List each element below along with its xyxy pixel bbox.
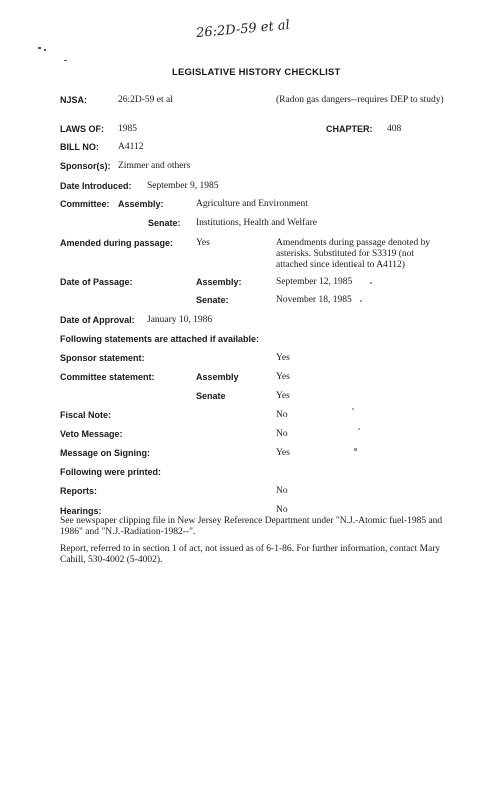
chapter-label: CHAPTER: bbox=[326, 124, 373, 134]
sponsor-statement-value: Yes bbox=[276, 353, 290, 363]
scan-speck bbox=[64, 60, 67, 61]
clipping-note: See newspaper clipping file in New Jersey Reference Department under "N.J.-Atomic fuel-1985 and 1986" and "N.J.-Radiation-1982--". bbox=[60, 516, 443, 537]
committee-label: Committee: bbox=[60, 199, 110, 209]
statements-attached-heading: Following statements are attached if available: bbox=[60, 334, 260, 344]
reports-label: Reports: bbox=[60, 486, 98, 496]
veto-message-label: Veto Message: bbox=[60, 429, 123, 439]
printed-heading: Following were printed: bbox=[60, 467, 161, 477]
bill-no-value: A4112 bbox=[118, 142, 144, 152]
hearings-value: No bbox=[276, 505, 288, 515]
date-of-approval-value: January 10, 1986 bbox=[147, 315, 213, 325]
sponsor-statement-label: Sponsor statement: bbox=[60, 353, 145, 363]
scan-speck bbox=[38, 47, 41, 49]
message-on-signing-value: Yes bbox=[276, 448, 290, 458]
committee-statement-assembly-value: Yes bbox=[276, 372, 290, 382]
veto-message-value: No bbox=[276, 429, 288, 439]
amended-value: Yes bbox=[196, 238, 210, 248]
scan-speck bbox=[358, 428, 360, 430]
page-title: LEGISLATIVE HISTORY CHECKLIST bbox=[172, 67, 341, 78]
committee-statement-assembly-label: Assembly bbox=[196, 372, 239, 382]
message-on-signing-label: Message on Signing: bbox=[60, 448, 151, 458]
committee-assembly-label: Assembly: bbox=[118, 199, 164, 209]
scan-speck bbox=[352, 408, 354, 410]
passage-assembly-value: September 12, 1985 bbox=[276, 277, 353, 287]
passage-senate-value: November 18, 1985 bbox=[276, 295, 352, 305]
passage-assembly-label: Assembly: bbox=[196, 277, 242, 287]
bill-no-label: BILL NO: bbox=[60, 142, 99, 152]
njsa-label: NJSA: bbox=[60, 95, 88, 105]
njsa-note: (Radon gas dangers--requires DEP to study) bbox=[276, 95, 444, 105]
committee-assembly-value: Agriculture and Environment bbox=[196, 199, 308, 209]
committee-statement-senate-label: Senate bbox=[196, 391, 226, 401]
date-of-passage-label: Date of Passage: bbox=[60, 277, 133, 287]
amended-note: Amendments during passage denoted by asterisks. Substituted for S3319 (not attached since identical to A4112) bbox=[276, 238, 431, 270]
hearings-label: Hearings: bbox=[60, 506, 102, 516]
date-introduced-value: September 9, 1985 bbox=[147, 181, 219, 191]
sponsor-value: Zimmer and others bbox=[118, 161, 191, 171]
committee-statement-senate-value: Yes bbox=[276, 391, 290, 401]
handwritten-citation: 26:2D-59 et al bbox=[195, 17, 291, 42]
chapter-value: 408 bbox=[387, 124, 402, 134]
report-note: Report, referred to in section 1 of act, not issued as of 6-1-86. For further information, contact Mary Cahill, 530-4002 (5-4002). bbox=[60, 544, 441, 565]
committee-senate-label: Senate: bbox=[148, 218, 181, 228]
committee-senate-value: Institutions, Health and Welfare bbox=[196, 218, 317, 228]
committee-statement-label: Committee statement: bbox=[60, 372, 155, 382]
amended-label: Amended during passage: bbox=[60, 238, 174, 248]
scan-speck bbox=[354, 448, 357, 451]
laws-of-label: LAWS OF: bbox=[60, 124, 104, 134]
scan-speck bbox=[370, 282, 372, 284]
scan-speck bbox=[44, 49, 46, 51]
njsa-value: 26:2D-59 et al bbox=[118, 95, 173, 105]
sponsor-label: Sponsor(s): bbox=[60, 161, 111, 171]
date-introduced-label: Date Introduced: bbox=[60, 181, 132, 191]
reports-value: No bbox=[276, 486, 288, 496]
fiscal-note-value: No bbox=[276, 410, 288, 420]
passage-senate-label: Senate: bbox=[196, 295, 229, 305]
scan-speck bbox=[360, 300, 362, 302]
laws-of-value: 1985 bbox=[118, 124, 137, 134]
date-of-approval-label: Date of Approval: bbox=[60, 315, 135, 325]
fiscal-note-label: Fiscal Note: bbox=[60, 410, 112, 420]
